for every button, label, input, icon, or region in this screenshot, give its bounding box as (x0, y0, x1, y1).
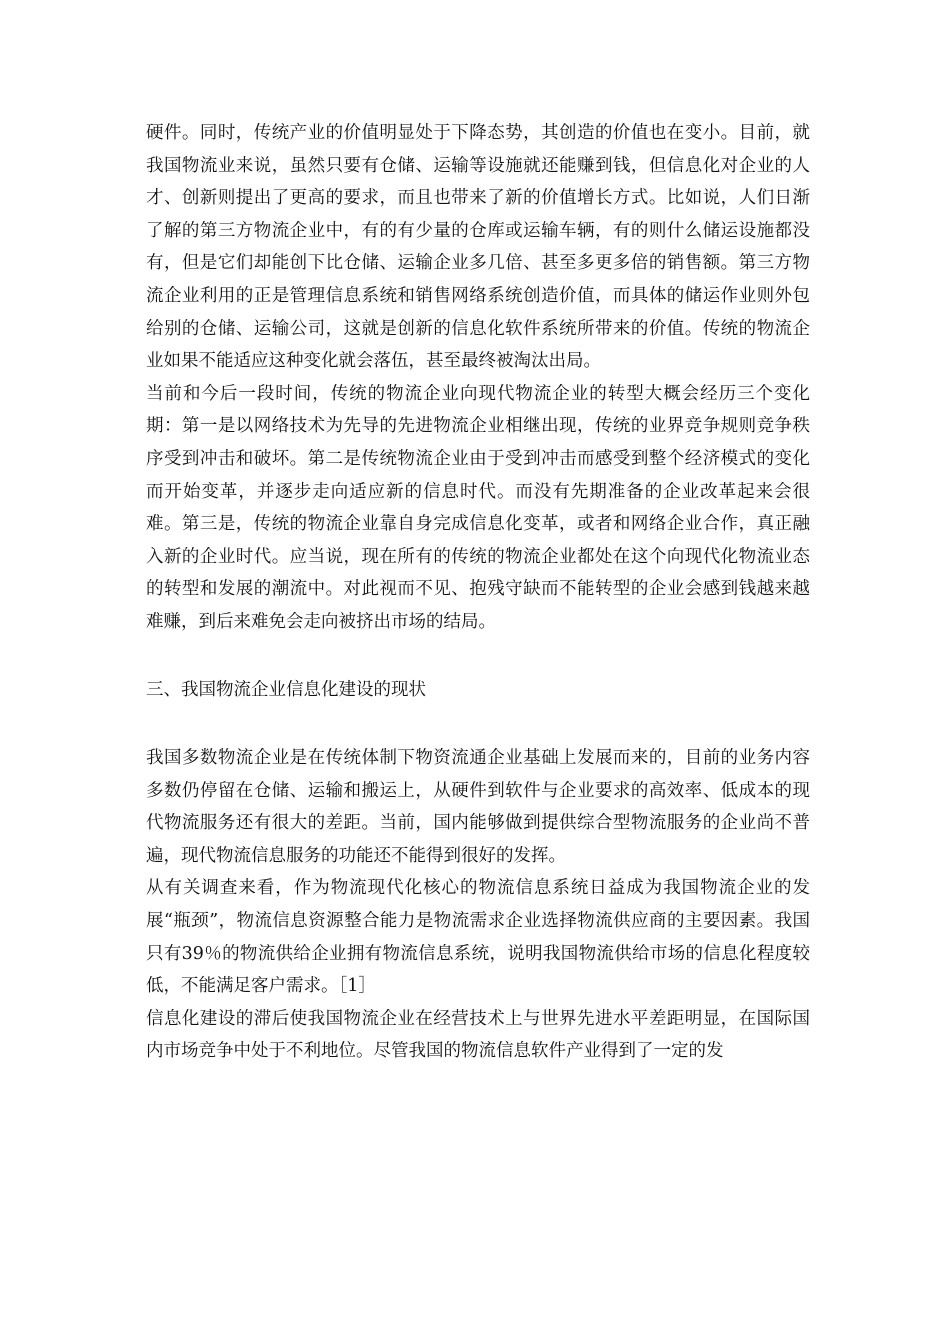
paragraph-value-creation: 硬件。同时，传统产业的价值明显处于下降态势，其创造的价值也在变小。目前，就我国物流业来说，虽然只要有仓储、运输等设施就还能赚到钱，但信息化对企业的人才、创新则提出了更高的要求，而且也带来了新的价值增长方式。比如说，人们日渐了解的第三方物流企业中，有的有少量的仓库或运输车辆，有的则什么储运设施都没有，但是它们却能创下比仓储、运输企业多几倍、甚至多更多倍的销售额。第三方物流企业利用的正是管理信息系统和销售网络系统创造价值，而具体的储运作业则外包给别的仓储、运输公司，这就是创新的信息化软件系统所带来的价值。传统的物流企业如果不能适应这种变化就会落伍，甚至最终被淘汰出局。 (146, 123, 810, 372)
paragraph-informatization-lag: 信息化建设的滞后使我国物流企业在经营技术上与世界先进水平差距明显，在国际国内市场竞争中处于不利地位。尽管我国的物流信息软件产业得到了一定的发 (146, 1008, 810, 1062)
document-body (146, 117, 810, 1068)
paragraph-transformation-periods: 当前和今后一段时间，传统的物流企业向现代物流企业的转型大概会经历三个变化期：第一是以网络技术为先导的先进物流企业相继出现，传统的业界竞争规则竞争秩序受到冲击和破坏。第二是传统物流企业由于受到冲击而感受到整个经济模式的变化而开始变革，并逐步走向适应新的信息时代。而没有先期准备的企业改革起来会很难。第三是，传统的物流企业靠自身完成信息化变革，或者和网络企业合作，真正融入新的企业时代。应当说，现在所有的传统的物流企业都处在这个向现代化物流业态的转型和发展的潮流中。对此视而不见、抱残守缺而不能转型的企业会感到钱越来越难赚，到后来难免会走向被挤出市场的结局。 (146, 383, 810, 632)
paragraph-survey-findings: 从有关调查来看，作为物流现代化核心的物流信息系统日益成为我国物流企业的发展“瓶颈”，物流信息资源整合能力是物流需求企业选择物流供应商的主要因素。我国只有39％的物流供给企业拥有物流信息系统，说明我国物流供给市场的信息化程度较低，不能满足客户需求。［1］ (146, 878, 810, 997)
paragraph-current-status: 我国多数物流企业是在传统体制下物资流通企业基础上发展而来的，目前的业务内容多数仍停留在仓储、运输和搬运上，从硬件到软件与企业要求的高效率、低成本的现代物流服务还有很大的差距。当前，国内能够做到提供综合型物流服务的企业尚不普遍，现代物流信息服务的功能还不能得到很好的发挥。 (146, 748, 810, 866)
section-heading: 三、我国物流企业信息化建设的现状 (146, 679, 426, 700)
